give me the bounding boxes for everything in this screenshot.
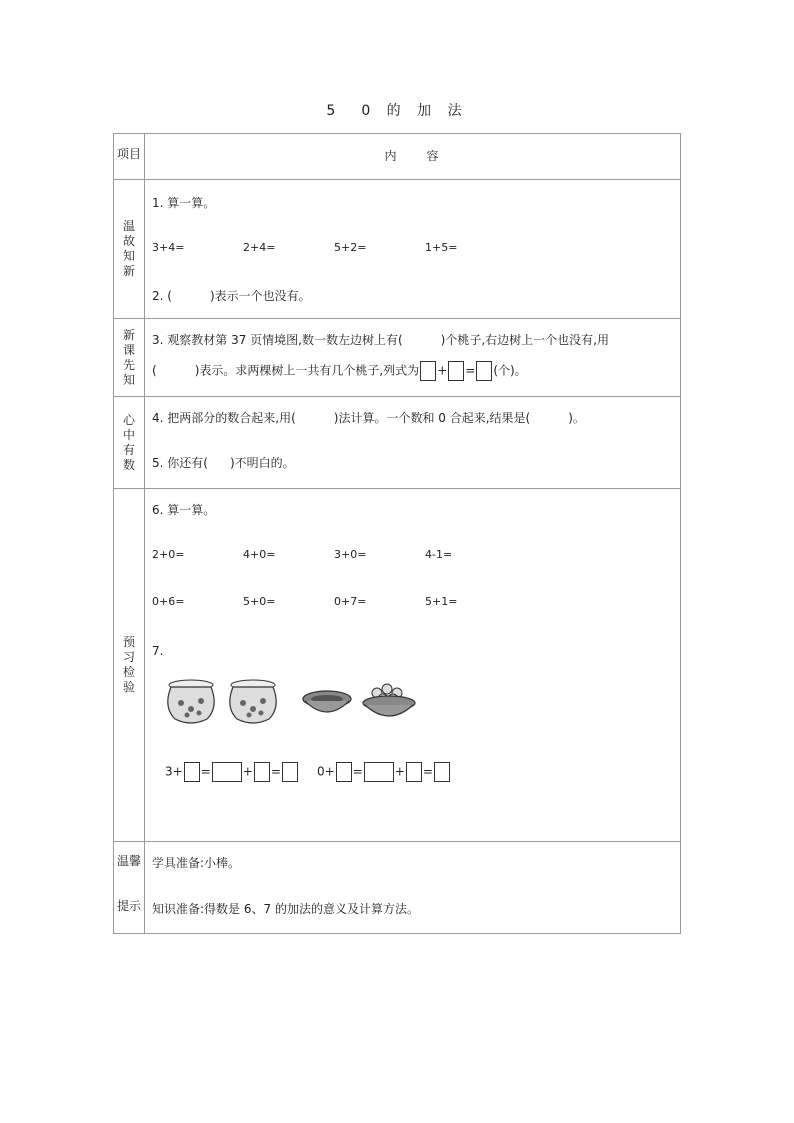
- q6-item: 0+6=: [152, 595, 185, 608]
- q6-item: 0+7=: [334, 595, 367, 608]
- q7-box[interactable]: [254, 762, 270, 782]
- preview-label-cell: [114, 489, 145, 842]
- q7-op: =: [200, 764, 211, 779]
- q6-item: 4-1=: [425, 548, 453, 561]
- q6-item: 5+1=: [425, 595, 458, 608]
- q3-text-d: )表示。求两棵树上一共有几个桃子,列式为: [194, 363, 420, 378]
- q3-text-a: 3. 观察教材第 37 页情境图,数一数左边树上有(: [152, 333, 403, 347]
- page-title: 5 0 的 加 法: [326, 103, 468, 119]
- q1-item: 2+4=: [243, 241, 276, 254]
- q7-op: =: [352, 764, 363, 779]
- q4-text-a: 4. 把两部分的数合起来,用(: [152, 411, 296, 425]
- header-item-cell: [114, 134, 145, 180]
- tips-line-1: 学具准备:小棒。: [152, 856, 241, 870]
- q6-text: 6. 算一算。: [152, 503, 216, 517]
- tips-label-1: 温馨: [116, 854, 141, 868]
- q7-box[interactable]: [364, 762, 394, 782]
- q7-box[interactable]: [282, 762, 298, 782]
- q7-right-equation: [317, 762, 451, 782]
- q1-text: 1. 算一算。: [152, 196, 216, 210]
- q1-item: 1+5=: [425, 241, 458, 254]
- mind-content: [145, 397, 681, 489]
- q7-left-start: 3+: [165, 764, 183, 779]
- q2-suffix: )表示一个也没有。: [209, 289, 311, 303]
- q3-answer-box[interactable]: [420, 361, 436, 381]
- q7-op: +: [394, 764, 405, 779]
- worksheet-table: [113, 133, 681, 934]
- fishbowl-icon: [168, 680, 214, 723]
- q6-item: 2+0=: [152, 548, 185, 561]
- q3-answer-box[interactable]: [448, 361, 464, 381]
- review-label-cell: [114, 180, 145, 319]
- q7-box[interactable]: [434, 762, 450, 782]
- review-label: 温故知新: [122, 219, 135, 278]
- q7-op: =: [270, 764, 281, 779]
- q4-text-b: )法计算。一个数和 0 合起来,结果是(: [333, 411, 531, 425]
- q7-op: =: [422, 764, 433, 779]
- review-content: [145, 180, 681, 319]
- q3-text-b: )个桃子,右边树上一个也没有,用: [440, 333, 609, 347]
- q6-item: 4+0=: [243, 548, 276, 561]
- q3-unit: (个)。: [493, 363, 527, 378]
- new-lesson-label: 新课先知: [122, 327, 135, 387]
- q7-box[interactable]: [406, 762, 422, 782]
- empty-nest-icon: [303, 691, 351, 712]
- tips-line-2: 知识准备:得数是 6、7 的加法的意义及计算方法。: [152, 902, 419, 916]
- q6-item: 3+0=: [334, 548, 367, 561]
- q7-illustration: [165, 679, 425, 729]
- nest-with-eggs-icon: [363, 684, 415, 716]
- q4-text: [152, 409, 585, 426]
- q7-text: 7.: [152, 644, 164, 658]
- mind-label-cell: [114, 397, 145, 489]
- preview-content: [145, 489, 681, 842]
- q4-text-c: )。: [568, 411, 585, 425]
- q3-line1: [152, 331, 609, 348]
- q3-answer-box[interactable]: [476, 361, 492, 381]
- header-item-label: 项目: [116, 147, 141, 161]
- q3-text-c: (: [152, 363, 157, 378]
- q7-box[interactable]: [336, 762, 352, 782]
- new-lesson-content: [145, 319, 681, 397]
- q7-box[interactable]: [184, 762, 200, 782]
- new-lesson-label-cell: [114, 319, 145, 397]
- q2-text: [152, 287, 311, 304]
- q1-item: 5+2=: [334, 241, 367, 254]
- q1-item: 3+4=: [152, 241, 185, 254]
- q7-right-start: 0+: [317, 764, 335, 779]
- q5-text: [152, 454, 295, 471]
- preview-label: 预习检验: [122, 635, 135, 694]
- tips-content: [145, 842, 681, 934]
- q2-prefix: 2. (: [152, 289, 172, 303]
- q6-item: 5+0=: [243, 595, 276, 608]
- q3-line2: [152, 361, 527, 381]
- fishbowl-icon: [230, 680, 276, 723]
- q7-box[interactable]: [212, 762, 242, 782]
- q7-op: +: [242, 764, 253, 779]
- mind-label: 心中有数: [122, 412, 135, 472]
- q7-left-equation: [165, 762, 299, 782]
- q3-eq: =: [465, 363, 476, 378]
- q5-text-a: 5. 你还有(: [152, 456, 208, 470]
- q3-plus: +: [437, 363, 448, 378]
- q5-text-b: )不明白的。: [229, 456, 295, 470]
- header-content-label: 内 容: [384, 149, 441, 163]
- tips-label-cell: [114, 842, 145, 934]
- tips-label-2: 提示: [116, 899, 141, 913]
- header-content-cell: [145, 134, 681, 180]
